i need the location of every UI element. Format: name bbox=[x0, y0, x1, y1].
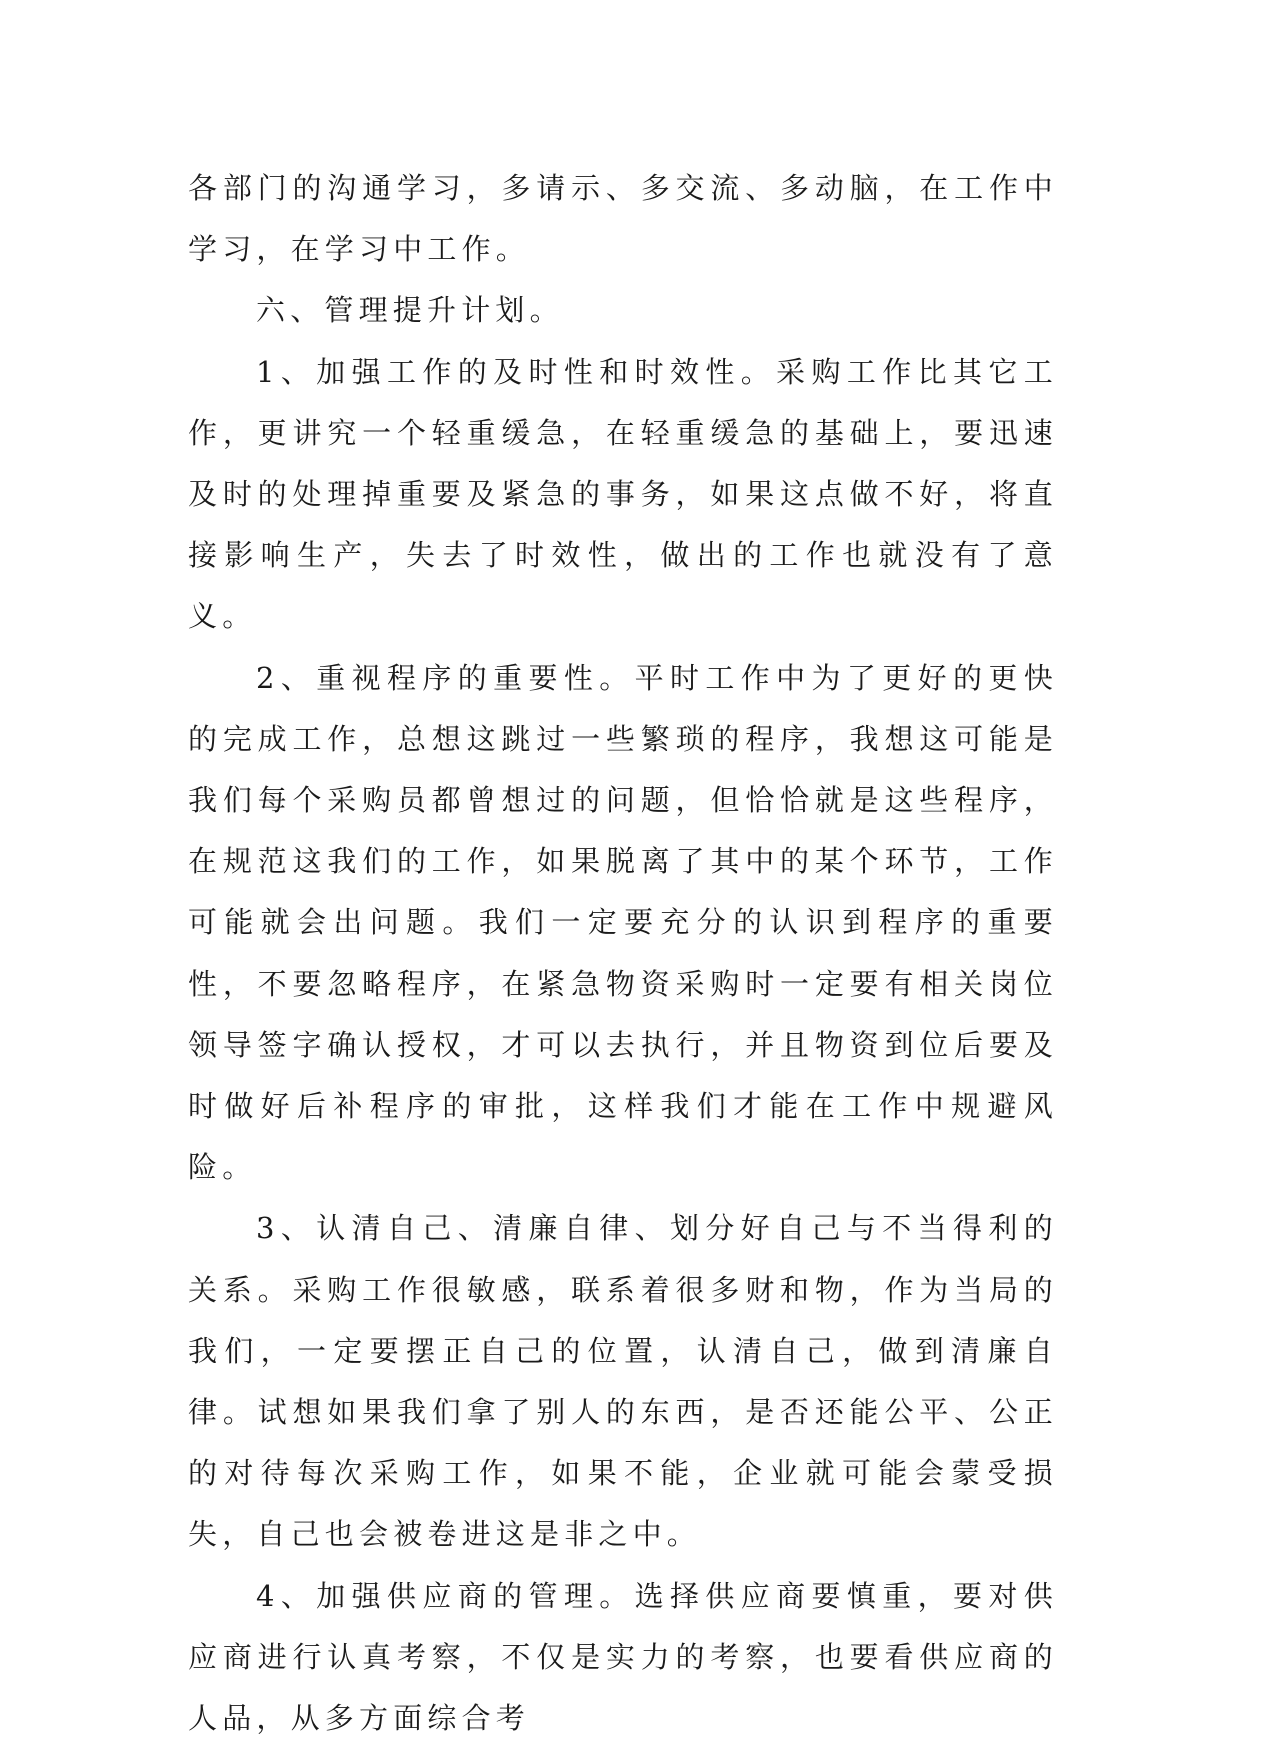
paragraph-item-2: 2、重视程序的重要性。平时工作中为了更好的更快的完成工作，总想这跳过一些繁琐的程序，我想这可能是我们每个采购员都曾想过的问题，但恰恰就是这些程序，在规范这我们的工作，如果脱离了其中的某个环节，工作可能就会出问题。我们一定要充分的认识到程序的重要性，不要忽略程序，在紧急物资采购时一定要有相关岗位领导签字确认授权，才可以去执行，并且物资到位后要及时做好后补程序的审批，这样我们才能在工作中规避风险。 bbox=[188, 660, 1058, 1185]
paragraph-continuation: 各部门的沟通学习，多请示、多交流、多动脑，在工作中学习，在学习中工作。 bbox=[188, 171, 1058, 267]
paragraph-item-1: 1、加强工作的及时性和时效性。采购工作比其它工作，更讲究一个轻重缓急，在轻重缓急的基础上，要迅速及时的处理掉重要及紧急的事务，如果这点做不好，将直接影响生产，失去了时效性，做出的工作也就没有了意义。 bbox=[188, 354, 1058, 634]
paragraph-item-4: 4、加强供应商的管理。选择供应商要慎重，要对供应商进行认真考察，不仅是实力的考察，也要看供应商的人品，从多方面综合考 bbox=[188, 1578, 1058, 1736]
paragraph-item-3: 3、认清自己、清廉自律、划分好自己与不当得利的关系。采购工作很敏感，联系着很多财和物，作为当局的我们，一定要摆正自己的位置，认清自己，做到清廉自律。试想如果我们拿了别人的东西，是否还能公平、公正的对待每次采购工作，如果不能，企业就可能会蒙受损失，自己也会被卷进这是非之中。 bbox=[188, 1211, 1058, 1552]
document-body bbox=[188, 158, 1058, 1749]
section-heading: 六、管理提升计划。 bbox=[256, 293, 564, 328]
